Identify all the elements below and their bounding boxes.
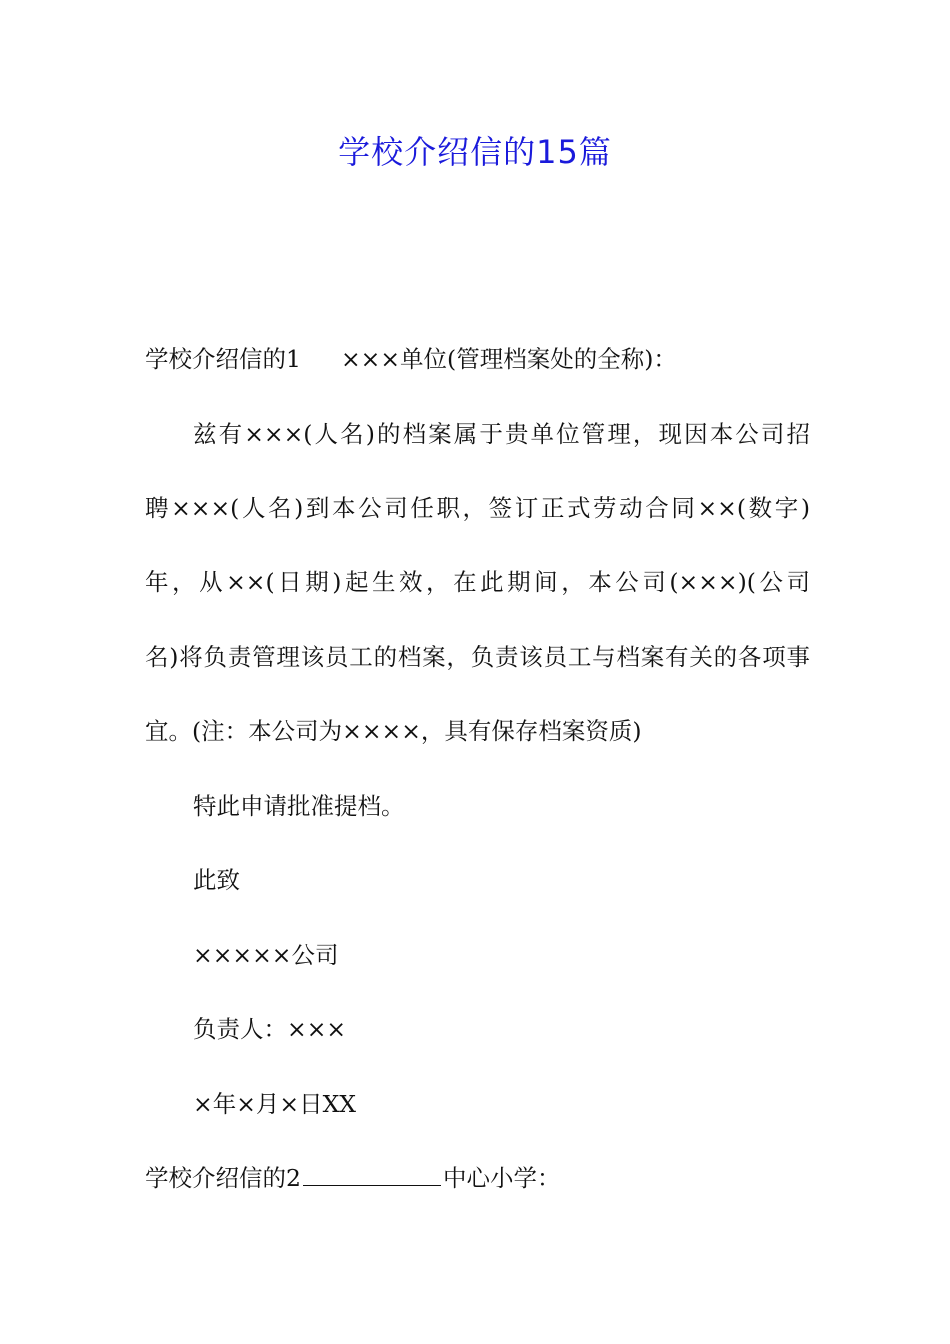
letter2-heading [145, 1160, 810, 1196]
letter1-date: ×年×月×日XX [193, 1090, 357, 1118]
letter1-heading [145, 341, 810, 377]
document-title: 学校介绍信的15篇 [338, 133, 612, 171]
letter1-body-line-1: 兹有×××(人名)的档案属于贵单位管理，现因本公司招 [193, 420, 810, 448]
letter1-responsible: 负责人：××× [193, 1015, 347, 1043]
letter1-body-line-5: 宜。(注：本公司为××××，具有保存档案资质) [145, 717, 642, 745]
letter1-body-line-3: 年，从××(日期)起生效，在此期间，本公司(×××)(公司 [145, 568, 810, 596]
letter1-body-line-4: 名)将负责管理该员工的档案，负责该员工与档案有关的各项事 [145, 643, 810, 671]
letter1-closing: 此致 [193, 866, 240, 894]
letter1-company: ×××××公司 [193, 941, 339, 969]
letter1-heading-label: 学校介绍信的1 [145, 345, 301, 373]
letter1-request: 特此申请批准提档。 [193, 792, 405, 820]
fill-in-blank [303, 1163, 441, 1186]
letter2-heading-label: 学校介绍信的2 [145, 1164, 301, 1192]
letter1-body-line-2: 聘×××(人名)到本公司任职，签订正式劳动合同××(数字) [145, 494, 810, 522]
letter1-recipient: ×××单位(管理档案处的全称)： [340, 345, 677, 373]
letter2-recipient: 中心小学： [442, 1164, 561, 1192]
